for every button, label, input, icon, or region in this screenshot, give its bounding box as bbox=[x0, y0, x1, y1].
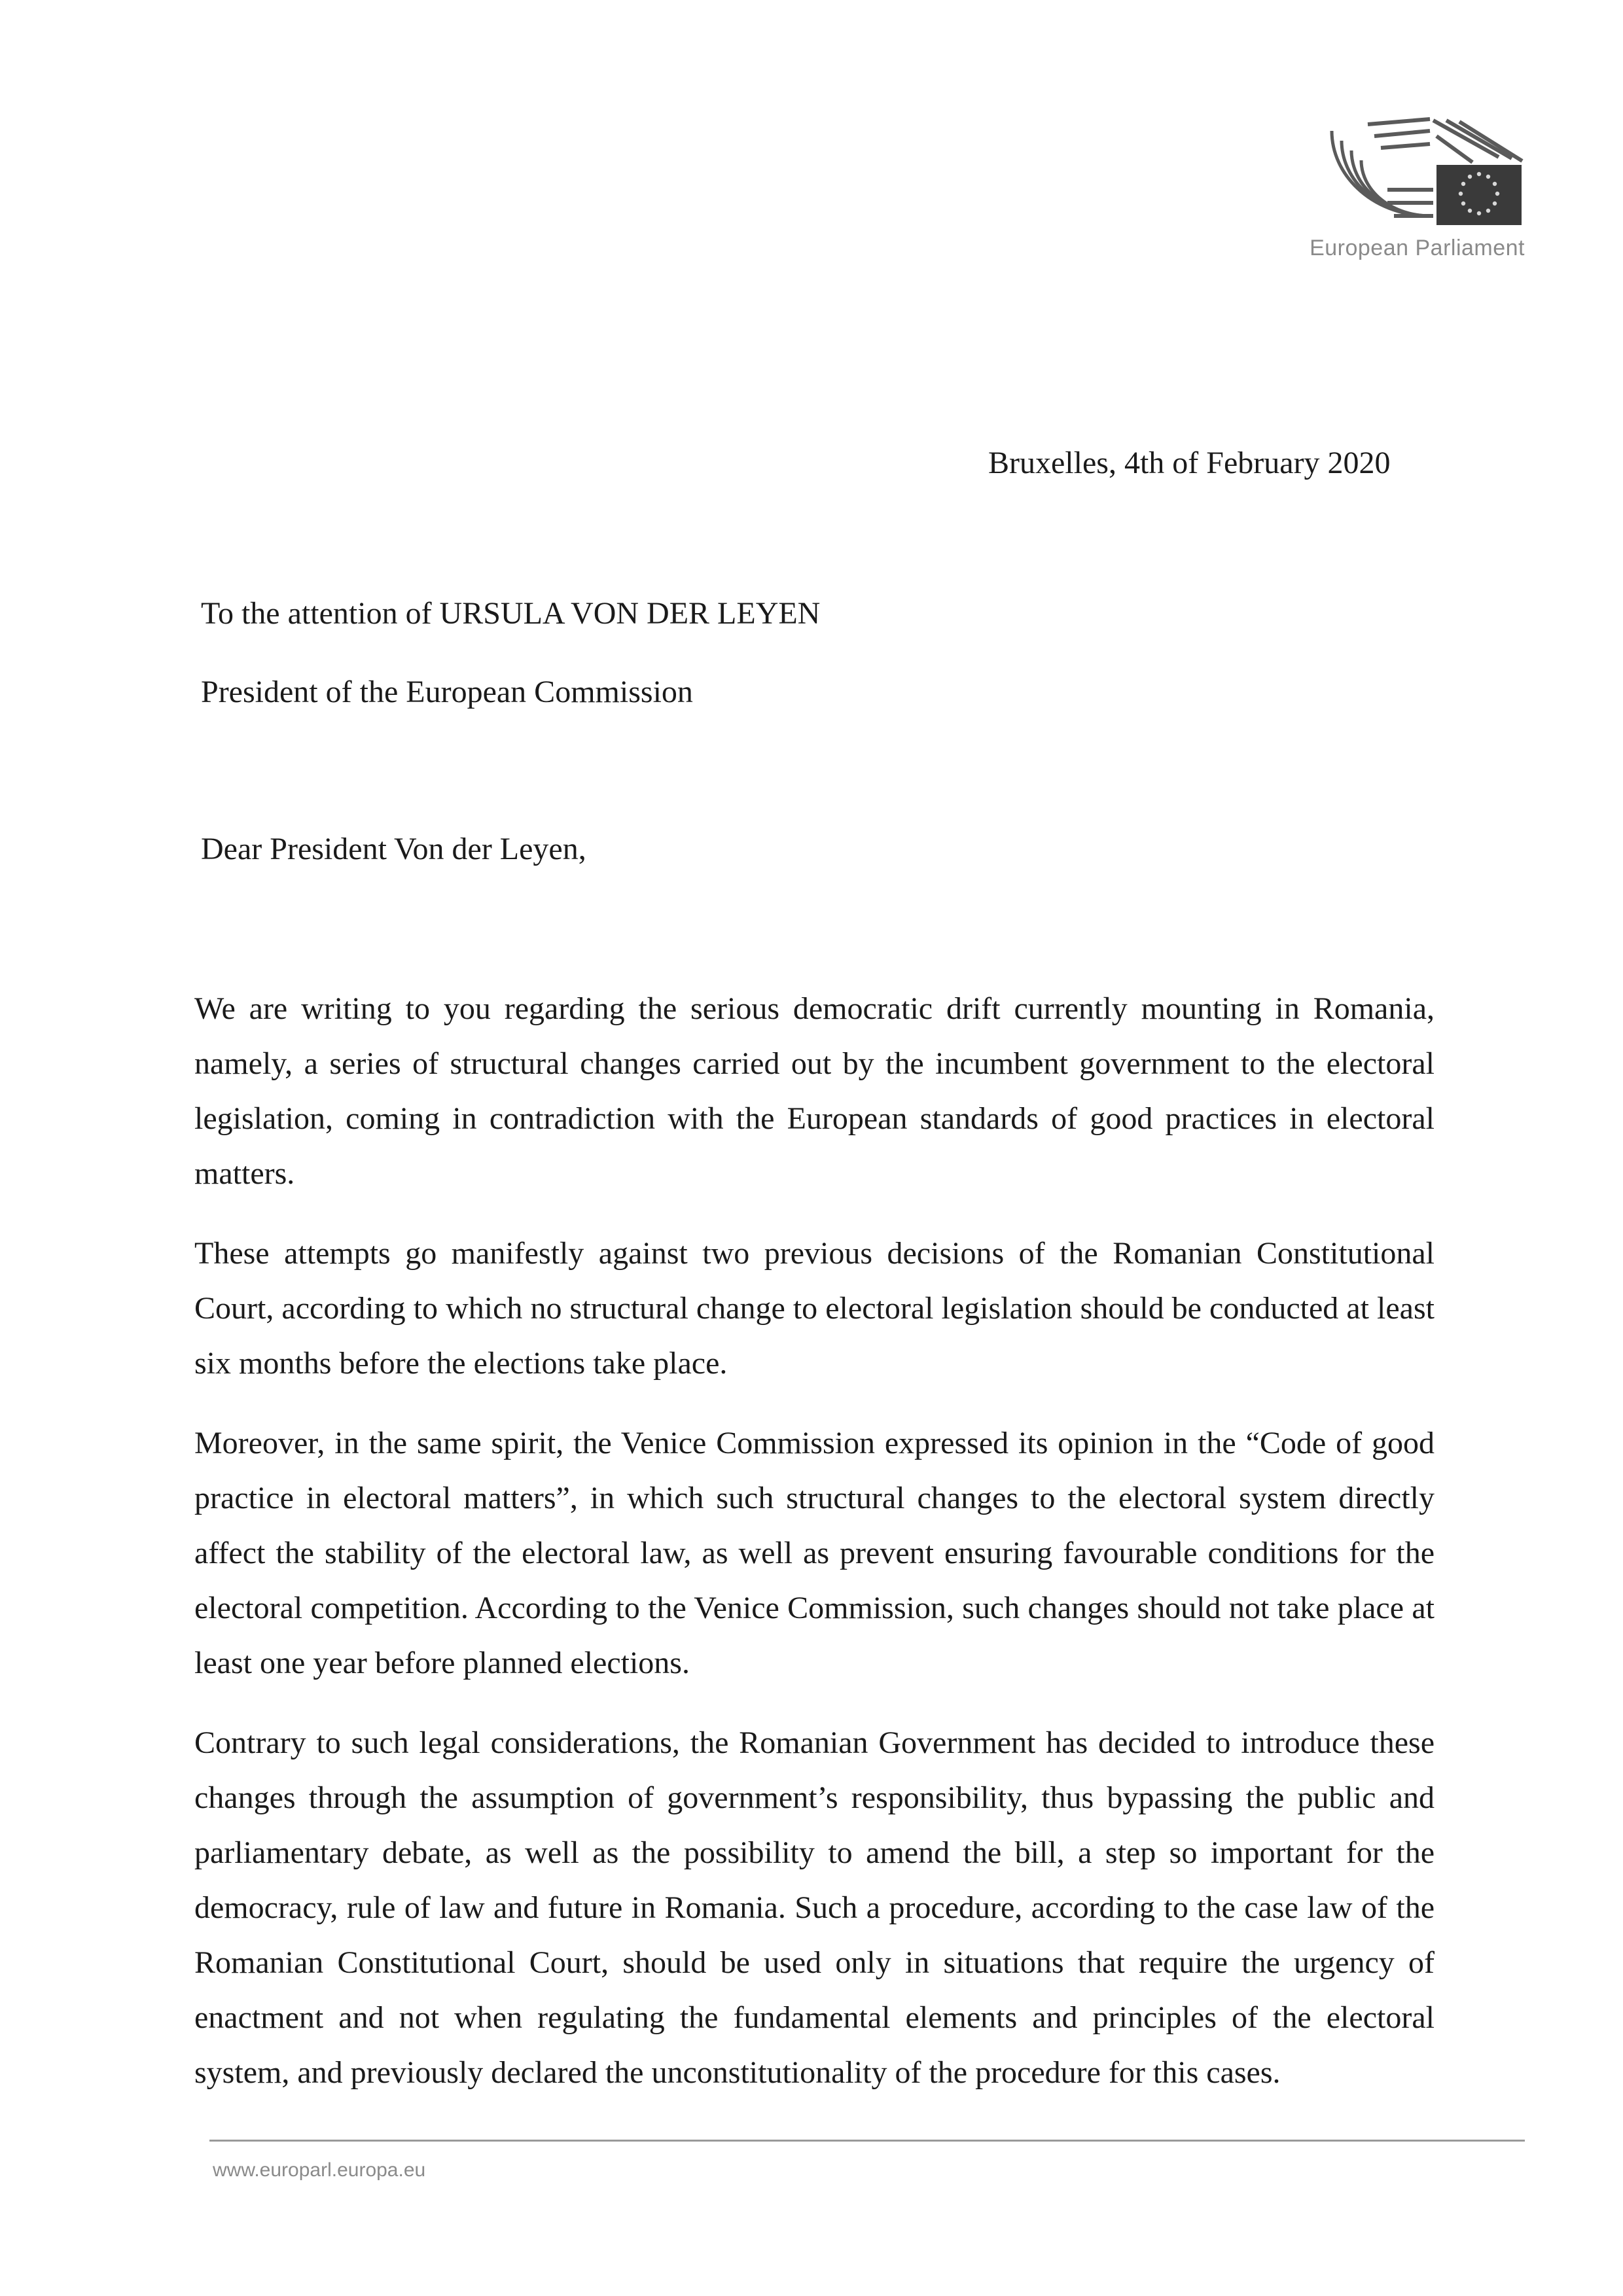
recipient-title-line: President of the European Commission bbox=[201, 675, 693, 709]
footer-url: www.europarl.europa.eu bbox=[213, 2159, 426, 2181]
body-paragraph-4: Contrary to such legal considerations, the Romanian Government has decided to introduce these changes through the assumption of government’s responsibility, thus bypassing the public and parliamentary debate, as well as the possibility to amend the bill, a step so important for the democracy, rule of law and future in Romania. Such a procedure, according to the case law of the Romanian Constitutional Court, should be used only in situations that require the urgency of enactment and not when regulating the fundamental elements and principles of the electoral system, and previously declared the unconstitutionality of the procedure for this cases. bbox=[194, 1725, 1435, 2090]
salutation: Dear President Von der Leyen, bbox=[201, 832, 586, 866]
body-paragraph-3: Moreover, in the same spirit, the Venice Commission expressed its opinion in the “Code of good practice in electoral matters”, in which such structural changes to the electoral system directly affect the stability of the electoral law, as well as prevent ensuring favourable conditions for the electoral competition. According to the Venice Commission, such changes should not take place at least one year before planned elections. bbox=[194, 1426, 1435, 1680]
body-paragraph-1: We are writing to you regarding the serious democratic drift currently mounting in Romania, namely, a series of structural changes carried out by the incumbent government to the electoral legislation, coming in contradiction with the European standards of good practices in electoral matters. bbox=[194, 991, 1435, 1191]
european-parliament-hemicycle-icon bbox=[1302, 111, 1525, 229]
body-paragraph-2: These attempts go manifestly against two previous decisions of the Romanian Constitutional Court, according to which no structural change to electoral legislation should be conducted at least six months before the elections take place. bbox=[194, 1236, 1435, 1381]
footer-divider bbox=[209, 2140, 1525, 2142]
recipient-name-line: To the attention of URSULA VON DER LEYEN bbox=[201, 596, 821, 631]
letter-date: Bruxelles, 4th of February 2020 bbox=[988, 446, 1391, 480]
european-parliament-logo bbox=[1302, 111, 1525, 268]
logo-caption: European Parliament bbox=[1310, 236, 1525, 260]
letter-body bbox=[194, 981, 1435, 2125]
